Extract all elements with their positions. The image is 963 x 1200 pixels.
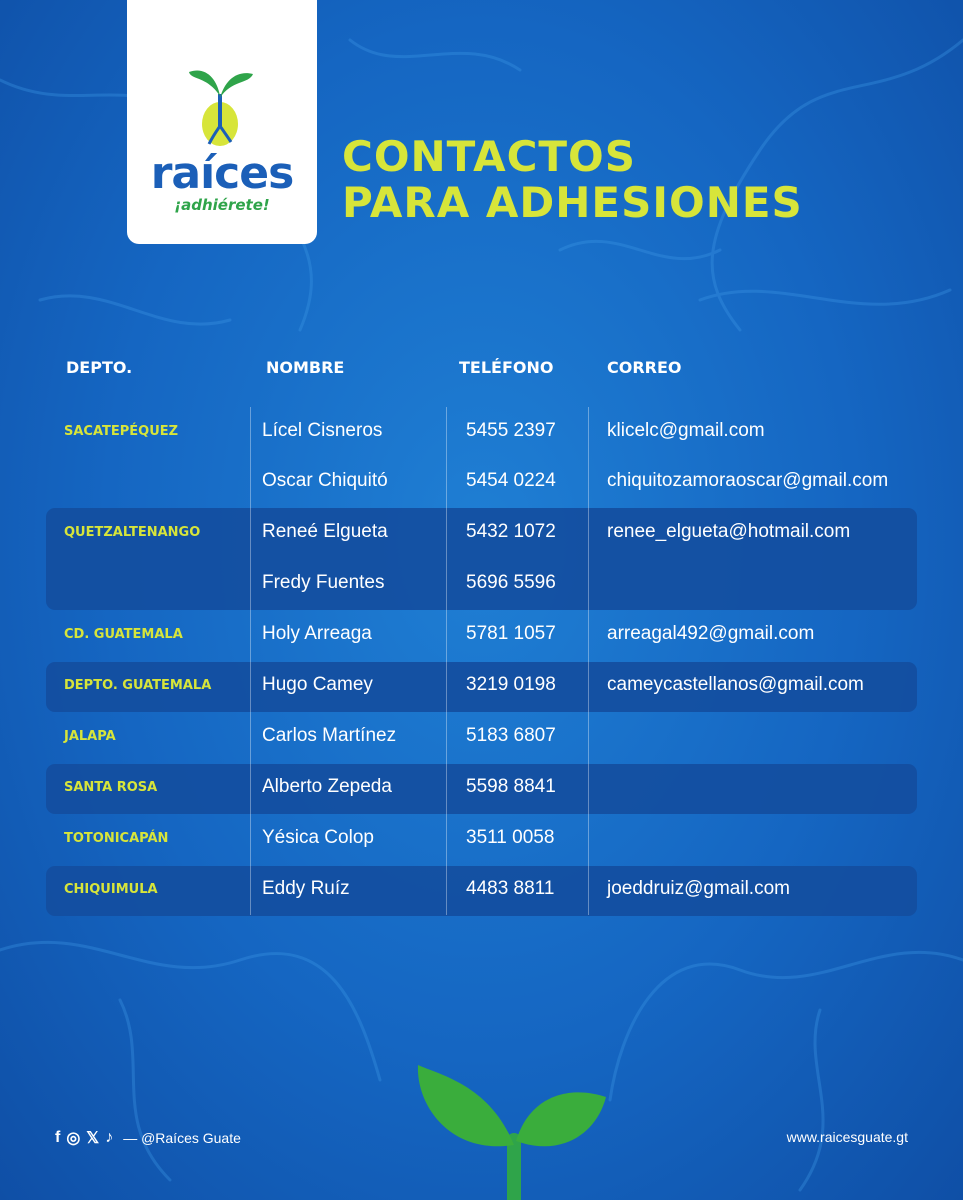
table-row xyxy=(0,508,963,558)
page-title xyxy=(342,134,803,226)
row-nombre: Fredy Fuentes xyxy=(262,572,385,593)
row-correo: klicelc@gmail.com xyxy=(607,420,765,441)
row-depto: QUETZALTENANGO xyxy=(64,525,201,540)
row-correo: arreagal492@gmail.com xyxy=(607,623,815,644)
instagram-icon[interactable]: ◎ xyxy=(66,1130,81,1147)
website-link[interactable]: www.raicesguate.gt xyxy=(786,1129,908,1145)
tiktok-icon[interactable]: ♪ xyxy=(105,1129,114,1146)
row-correo: cameycastellanos@gmail.com xyxy=(607,674,864,695)
row-telefono: 3219 0198 xyxy=(466,674,556,695)
brand-tagline: ¡adhiérete! xyxy=(174,196,270,214)
table-row xyxy=(0,763,963,813)
row-nombre: Holy Arreaga xyxy=(262,623,372,644)
row-depto: DEPTO. GUATEMALA xyxy=(64,678,212,693)
row-nombre: Oscar Chiquitó xyxy=(262,470,388,491)
row-correo: chiquitozamoraoscar@gmail.com xyxy=(607,470,889,491)
row-nombre: Hugo Camey xyxy=(262,674,373,695)
brand-wordmark: raíces xyxy=(150,148,294,199)
row-telefono: 5183 6807 xyxy=(466,725,556,746)
table-row xyxy=(0,712,963,762)
sprout-logo-icon xyxy=(187,66,257,152)
page-title-line-1: CONTACTOS xyxy=(342,132,636,181)
table-row xyxy=(0,610,963,660)
row-telefono: 5454 0224 xyxy=(466,470,556,491)
row-nombre: Eddy Ruíz xyxy=(262,878,350,899)
sprout-decoration-icon xyxy=(410,1045,610,1200)
row-depto: JALAPA xyxy=(64,729,116,744)
header-telefono: TELÉFONO xyxy=(459,358,554,377)
table-row xyxy=(0,407,963,457)
row-nombre: Reneé Elgueta xyxy=(262,521,388,542)
row-depto: TOTONICAPÁN xyxy=(64,831,169,846)
row-correo: joeddruiz@gmail.com xyxy=(607,878,790,899)
page-title-line-2: PARA ADHESIONES xyxy=(342,178,803,227)
row-correo: renee_elgueta@hotmail.com xyxy=(607,521,851,542)
row-telefono: 5432 1072 xyxy=(466,521,556,542)
row-nombre: Alberto Zepeda xyxy=(262,776,392,797)
table-row xyxy=(0,559,963,609)
header-depto: DEPTO. xyxy=(66,358,133,377)
logo-card xyxy=(127,0,317,244)
facebook-icon[interactable]: f xyxy=(55,1129,61,1146)
row-telefono: 3511 0058 xyxy=(466,827,555,848)
row-telefono: 5696 5596 xyxy=(466,572,556,593)
social-handle[interactable]: — @Raíces Guate xyxy=(123,1130,241,1146)
footer-social xyxy=(55,1128,241,1148)
row-depto: SACATEPÉQUEZ xyxy=(64,424,179,439)
row-nombre: Lícel Cisneros xyxy=(262,420,383,441)
row-telefono: 5455 2397 xyxy=(466,420,556,441)
x-icon[interactable]: 𝕏 xyxy=(86,1130,100,1147)
header-nombre: NOMBRE xyxy=(266,358,345,377)
header-correo: CORREO xyxy=(607,358,682,377)
row-depto: CHIQUIMULA xyxy=(64,882,158,897)
row-telefono: 5781 1057 xyxy=(466,623,556,644)
row-telefono: 5598 8841 xyxy=(466,776,556,797)
row-nombre: Carlos Martínez xyxy=(262,725,397,746)
table-row xyxy=(0,457,963,507)
table-row xyxy=(0,661,963,711)
table-row xyxy=(0,865,963,915)
row-telefono: 4483 8811 xyxy=(466,878,555,899)
row-depto: CD. GUATEMALA xyxy=(64,627,183,642)
row-nombre: Yésica Colop xyxy=(262,827,374,848)
row-depto: SANTA ROSA xyxy=(64,780,158,795)
table-row xyxy=(0,814,963,864)
